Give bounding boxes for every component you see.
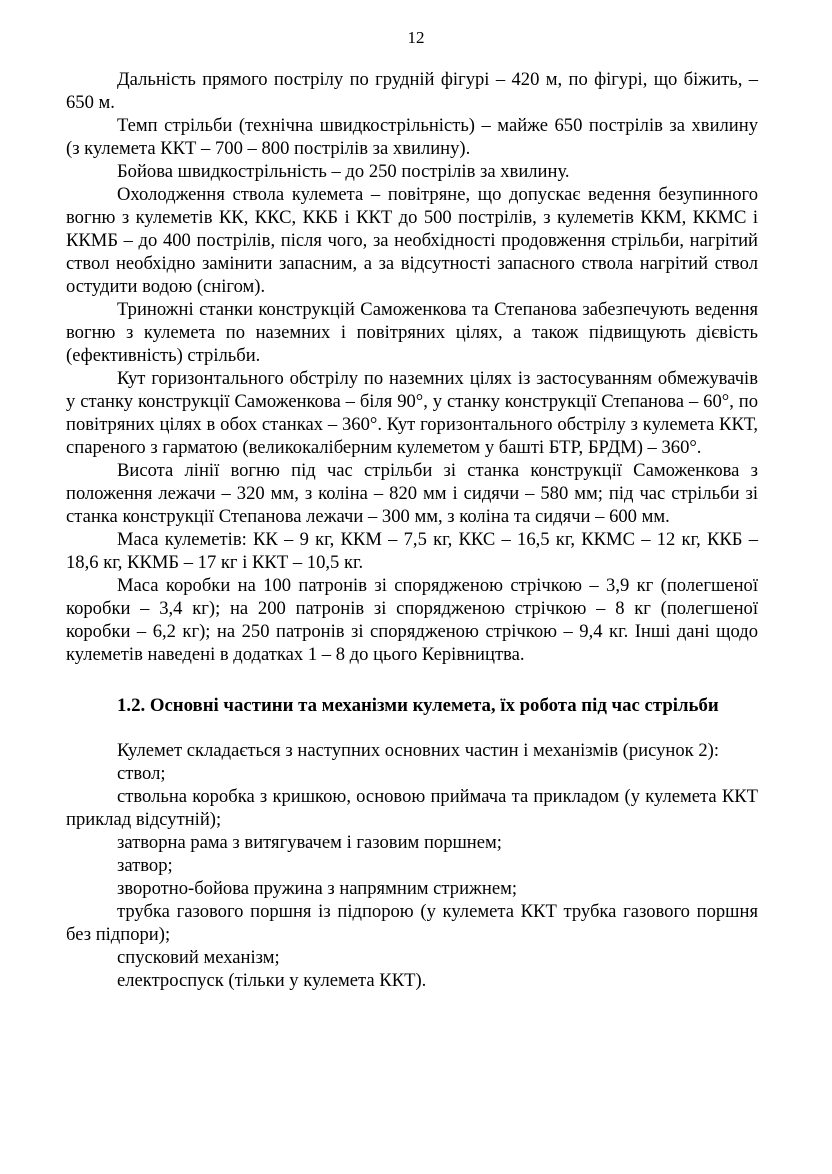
- paragraph-rate-of-fire: Темп стрільби (технічна швидкострільність) – майже 650 пострілів за хвилину (з кулемета ККТ – 700 – 800 пострілів за хвилину).: [66, 115, 758, 159]
- paragraph-direct-shot-range: Дальність прямого пострілу по грудній фігурі – 420 м, по фігурі, що біжить, – 650 м.: [66, 69, 758, 113]
- paragraph-line-of-fire-height: Висота лінії вогню під час стрільби зі станка конструкції Саможенкова з положення лежачи – 320 мм, з коліна – 820 мм і сидячи – 580 мм; під час стрільби зі станка конструкції Степанова лежачи – 300 мм, з коліна та сидячи – 600 мм.: [66, 460, 758, 527]
- paragraph-tripod-mounts: Триножні станки конструкцій Саможенкова та Степанова забезпечують ведення вогню з кулемета по наземних і повітряних цілях, а також підвищують дієвість (ефективність) стрільби.: [66, 299, 758, 366]
- list-item-recoil-spring: зворотно-бойова пружина з напрямним стрижнем;: [117, 878, 518, 899]
- list-item-receiver: ствольна коробка з кришкою, основою приймача та прикладом (у кулемета ККТ приклад відсутній);: [66, 786, 758, 830]
- page-body: [66, 68, 758, 992]
- section-heading: 1.2. Основні частини та механізми кулемета, їх робота під час стрільби: [117, 695, 719, 716]
- paragraph-combat-rate: Бойова швидкострільність – до 250 пострілів за хвилину.: [117, 161, 570, 182]
- paragraph-ammo-box-mass: Маса коробки на 100 патронів зі спорядженою стрічкою – 3,9 кг (полегшеної коробки – 3,4 кг); на 200 патронів зі спорядженою стрічкою – 8 кг (полегшеної коробки – 6,2 кг); на 250 патронів зі спорядженою стрічкою – 9,4 кг. Інші дані щодо кулеметів наведені в додатках 1 – 8 до цього Керівництва.: [66, 575, 758, 665]
- page-number: 12: [407, 28, 425, 47]
- list-item-electric-trigger: електроспуск (тільки у кулемета ККТ).: [117, 970, 427, 991]
- list-item-gas-tube: трубка газового поршня із підпорою (у кулемета ККТ трубка газового поршня без підпори);: [66, 901, 758, 945]
- list-item-barrel: ствол;: [117, 763, 166, 784]
- paragraph-components-intro: Кулемет складається з наступних основних частин і механізмів (рисунок 2):: [117, 740, 719, 761]
- list-item-trigger-mechanism: спусковий механізм;: [117, 947, 280, 968]
- paragraph-horizontal-angle: Кут горизонтального обстрілу по наземних цілях із застосуванням обмежувачів у станку конструкції Саможенкова – біля 90°, у станку конструкції Степанова – 60°, по повітряних цілях в обох станках – 360°. Кут горизонтального обстрілу з кулемета ККТ, спареного з гарматою (великокаліберним кулеметом у башті БТР, БРДМ) – 360°.: [66, 368, 758, 458]
- list-item-bolt-carrier: затворна рама з витягувачем і газовим поршнем;: [117, 832, 502, 853]
- paragraph-machine-gun-mass: Маса кулеметів: КК – 9 кг, ККМ – 7,5 кг, ККС – 16,5 кг, ККМС – 12 кг, ККБ – 18,6 кг, ККМБ – 17 кг і ККТ – 10,5 кг.: [66, 529, 758, 573]
- paragraph-barrel-cooling: Охолодження ствола кулемета – повітряне, що допускає ведення безупинного вогню з кулеметів КК, ККС, ККБ і ККТ до 500 пострілів, з кулеметів ККМ, ККМС і ККМБ – до 400 пострілів, після чого, за необхідності продовження стрільби, нагрітий ствол необхідно замінити запасним, а за відсутності запасного ствола нагрітий ствол остудити водою (снігом).: [66, 184, 758, 297]
- list-item-bolt: затвор;: [117, 855, 173, 876]
